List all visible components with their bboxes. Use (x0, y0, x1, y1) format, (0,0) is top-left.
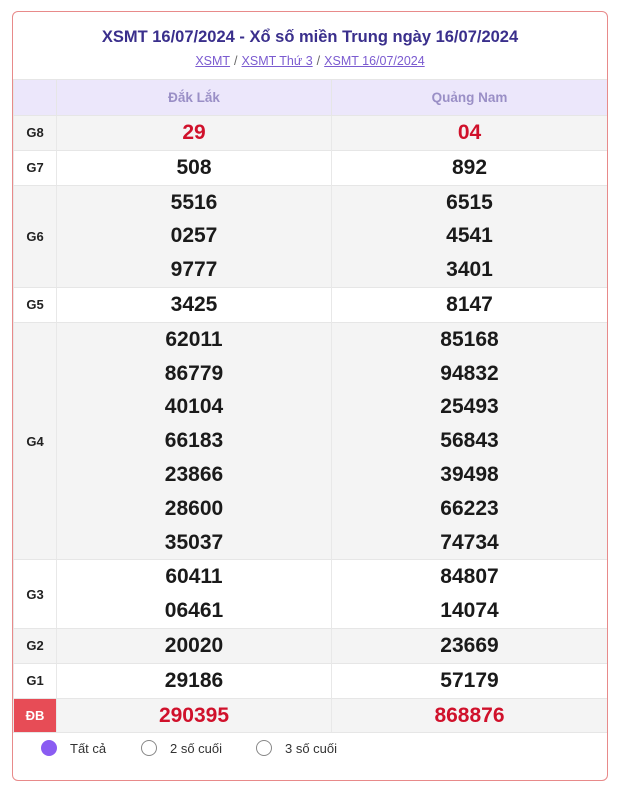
prize-cell (332, 698, 608, 733)
digit-filter (13, 731, 607, 771)
breadcrumb-link-xsmt[interactable]: XSMT (195, 54, 231, 68)
prize-cell (57, 287, 332, 322)
result-number: 57179 (440, 668, 499, 692)
prize-cell (57, 185, 332, 287)
prize-label: G1 (14, 663, 57, 698)
result-number: 23669 (440, 633, 499, 657)
prize-cell (332, 628, 608, 663)
result-number: 5516 (170, 190, 218, 214)
result-number: 29186 (164, 668, 224, 692)
filter-label: Tất cả (70, 740, 107, 756)
result-number: 35037 (164, 530, 224, 554)
radio-icon[interactable] (256, 740, 272, 756)
prize-row (14, 287, 608, 322)
results-card (12, 11, 608, 781)
result-number: 20020 (164, 633, 224, 657)
prize-cell (332, 663, 608, 698)
breadcrumb-link-weekday[interactable]: XSMT Thứ 3 (241, 54, 313, 68)
result-number: 23866 (164, 462, 224, 486)
result-number: 14074 (440, 599, 499, 623)
result-number: 4541 (446, 224, 493, 248)
prize-cell (57, 116, 332, 151)
filter-option[interactable] (41, 740, 106, 756)
table-header-row (14, 80, 608, 116)
prize-row (14, 560, 608, 629)
prize-row (14, 698, 608, 733)
result-number: 28600 (164, 496, 224, 520)
filter-label: 2 số cuối (170, 740, 223, 756)
prize-row (14, 628, 608, 663)
prize-cell (57, 322, 332, 560)
result-number: 29 (182, 121, 206, 144)
result-number: 94832 (440, 361, 499, 385)
filter-option[interactable] (256, 740, 337, 756)
breadcrumb (13, 53, 607, 69)
prize-label: G2 (14, 628, 57, 663)
result-number: 85168 (440, 327, 499, 351)
prize-row (14, 150, 608, 185)
prize-cell (332, 116, 608, 151)
result-number: 868876 (434, 703, 505, 727)
breadcrumb-separator: / (234, 54, 238, 68)
prize-cell (57, 663, 332, 698)
page-title: XSMT 16/07/2024 - Xổ số miền Trung ngày 16/07/2024 (101, 28, 519, 46)
result-number: 86779 (164, 361, 224, 385)
prize-cell (57, 150, 332, 185)
province-header: Quảng Nam (332, 80, 608, 116)
result-number: 04 (457, 121, 482, 144)
prize-label: G7 (14, 150, 57, 185)
result-number: 84807 (440, 565, 499, 589)
result-number: 0257 (170, 224, 218, 248)
prize-label: G6 (14, 185, 57, 287)
filter-option[interactable] (141, 740, 222, 756)
prize-label: G4 (14, 322, 57, 560)
prize-cell (332, 150, 608, 185)
prize-label: G3 (14, 560, 57, 629)
breadcrumb-separator: / (316, 54, 321, 68)
result-number: 60411 (165, 565, 223, 589)
prize-cell (332, 287, 608, 322)
prize-cell (332, 185, 608, 287)
result-number: 892 (451, 155, 488, 179)
result-number: 06461 (164, 599, 224, 623)
results-table (13, 79, 608, 733)
prize-row (14, 663, 608, 698)
radio-icon[interactable] (141, 740, 157, 756)
result-number: 508 (176, 155, 212, 179)
result-number: 3425 (170, 292, 218, 316)
result-number: 39498 (440, 462, 499, 486)
province-header: Đắk Lắk (57, 80, 332, 116)
prize-row (14, 322, 608, 560)
result-number: 290395 (158, 703, 230, 727)
results-header (13, 12, 607, 79)
result-number: 9777 (170, 258, 218, 282)
result-number: 62011 (165, 327, 223, 351)
breadcrumb-link-date[interactable]: XSMT 16/07/2024 (324, 54, 425, 68)
filter-label: 3 số cuối (285, 740, 338, 756)
result-number: 66223 (440, 496, 499, 520)
prize-cell (57, 628, 332, 663)
prize-label: G5 (14, 287, 57, 322)
result-number: 40104 (164, 395, 224, 419)
result-number: 6515 (446, 190, 493, 214)
prize-column-header (14, 80, 57, 116)
result-number: 25493 (440, 395, 499, 419)
prize-cell (332, 560, 608, 629)
result-number: 66183 (164, 429, 224, 453)
result-number: 3401 (446, 258, 493, 282)
result-number: 56843 (440, 429, 499, 453)
prize-row (14, 116, 608, 151)
prize-label: G8 (14, 116, 57, 151)
result-number: 74734 (440, 530, 499, 554)
prize-cell (332, 322, 608, 560)
prize-row (14, 185, 608, 287)
result-number: 8147 (446, 292, 493, 316)
prize-label: ĐB (14, 698, 57, 733)
radio-icon[interactable] (41, 740, 57, 756)
prize-cell (57, 560, 332, 629)
prize-cell (57, 698, 332, 733)
